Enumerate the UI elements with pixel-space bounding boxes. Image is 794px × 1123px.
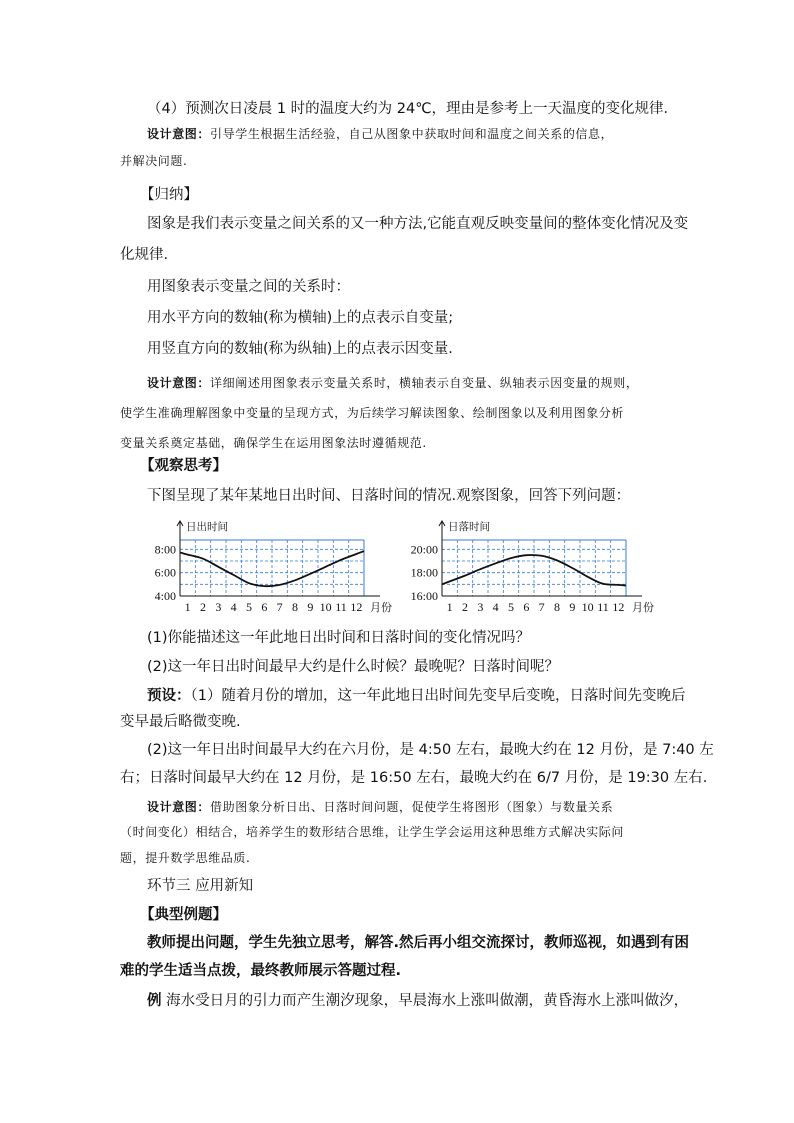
x-tick-label: 3 <box>477 600 484 614</box>
y-tick-label: 6:00 <box>154 565 176 580</box>
question-2: (2)这一年日出时间最早大约是什么时候？最晚呢？日落时间呢？ <box>147 659 560 675</box>
x-tick-label: 12 <box>350 600 363 614</box>
x-tick-label: 7 <box>276 600 283 614</box>
design-intent-3 <box>147 797 613 817</box>
summary-header: 【归纳】 <box>140 187 198 203</box>
example-line <box>147 991 688 1011</box>
summary-para: 图象是我们表示变量之间关系的又一种方法,它能直观反映变量间的整体变化情况及变 <box>147 216 689 232</box>
x-tick-label: 5 <box>508 600 514 614</box>
preset-answer-cont: 变早最后略微变晚. <box>120 714 241 730</box>
design-intent-3-cont2: 题，提升数学思维品质. <box>120 851 251 865</box>
x-axis-label: 月份 <box>632 601 654 614</box>
example-header: 【典型例题】 <box>140 907 227 923</box>
x-tick-label: 8 <box>292 600 298 614</box>
teacher-instruction: 教师提出问题，学生先独立思考，解答.然后再小组交流探讨，教师巡视，如遇到有困 <box>147 935 690 951</box>
y-tick-label: 18:00 <box>410 565 438 580</box>
preset-answer <box>147 686 685 706</box>
x-tick-label: 11 <box>597 600 609 614</box>
design-intent-2-cont: 使学生准确理解图象中变量的呈现方式，为后续学习解读图象、绘制图象以及利用图象分析 <box>120 406 625 420</box>
summary-line-2: 用图象表示变量之间的关系时： <box>147 279 350 295</box>
x-tick-label: 4 <box>230 600 237 614</box>
summary-line-3: 用水平方向的数轴(称为横轴)上的点表示自变量; <box>147 310 454 326</box>
example-text: 海水受日月的引力而产生潮汐现象，早晨海水上涨叫做潮，黄昏海水上涨叫做汐， <box>161 993 689 1009</box>
design-intent-2 <box>147 373 638 393</box>
x-tick-label: 2 <box>200 600 206 614</box>
preset-text: （1）随着月份的增加，这一年此地日出时间先变早后变晚，日落时间先变晚后 <box>190 688 686 704</box>
observe-header: 【观察思考】 <box>140 458 227 474</box>
x-tick-label: 11 <box>335 600 347 614</box>
design-intent-text: 详细阐述用图象表示变量关系时，横轴表示自变量、纵轴表示因变量的规则， <box>210 376 639 390</box>
design-intent-1-cont: 并解决问题. <box>120 154 188 168</box>
x-axis-label: 月份 <box>370 601 392 614</box>
x-tick-label: 7 <box>538 600 545 614</box>
sunrise-chart-svg <box>140 518 390 620</box>
question-1: (1)你能描述这一年此地日出时间和日落时间的变化情况吗？ <box>147 630 531 646</box>
prediction-line: （4）预测次日凌晨 1 时的温度大约为 24℃，理由是参考上一天温度的变化规律． <box>147 101 679 117</box>
preset-tag: 预设： <box>147 688 191 704</box>
design-intent-2-cont2: 变量关系奠定基础，确保学生在运用图象法时遵循规范. <box>120 436 427 450</box>
x-tick-label: 10 <box>581 600 594 614</box>
y-tick-label: 16:00 <box>410 589 438 603</box>
answer-2-cont: 右；日落时间最早大约在 12 月份，是 16:50 左右，最晚大约在 6/7 月份，是 19:30 左右. <box>120 770 708 786</box>
y-tick-label: 20:00 <box>410 542 438 557</box>
chart-title: 日落时间 <box>448 521 490 533</box>
section-title: 环节三 应用新知 <box>147 878 254 894</box>
design-intent-text: 引导学生根据生活经验，自己从图象中获取时间和温度之间关系的信息， <box>210 127 614 141</box>
sunset-chart <box>404 518 664 620</box>
observe-intro: 下图呈现了某年某地日出时间、日落时间的情况.观察图象，回答下列问题： <box>147 488 631 504</box>
design-intent-3-cont: （时间变化）相结合，培养学生的数形结合思维，让学生学会运用这种思维方式解决实际问 <box>120 825 625 839</box>
x-tick-label: 9 <box>569 600 576 614</box>
x-tick-label: 3 <box>215 600 222 614</box>
design-intent-tag: 设计意图： <box>147 800 211 814</box>
design-intent-1 <box>147 124 613 144</box>
chart-title: 日出时间 <box>186 521 228 533</box>
summary-para-cont: 化规律. <box>120 247 169 263</box>
x-tick-label: 12 <box>612 600 625 614</box>
x-tick-label: 2 <box>462 600 468 614</box>
sunrise-chart <box>140 518 390 620</box>
y-tick-label: 4:00 <box>154 589 176 603</box>
y-tick-label: 8:00 <box>154 542 176 557</box>
answer-2: (2)这一年日出时间最早大约在六月份，是 4:50 左右，最晚大约在 12 月份，是 7:40 左 <box>147 742 714 758</box>
teacher-instruction-cont: 难的学生适当点拨，最终教师展示答题过程. <box>120 963 402 979</box>
design-intent-tag: 设计意图： <box>147 127 211 141</box>
sunset-chart-svg <box>404 518 664 620</box>
x-tick-label: 4 <box>492 600 499 614</box>
summary-line-4: 用竖直方向的数轴(称为纵轴)上的点表示因变量. <box>147 341 453 357</box>
x-tick-label: 6 <box>261 600 268 614</box>
x-tick-label: 6 <box>523 600 530 614</box>
example-tag: 例 <box>147 993 162 1009</box>
x-tick-label: 5 <box>246 600 252 614</box>
x-tick-label: 1 <box>446 600 453 614</box>
design-intent-text: 借助图象分析日出、日落时间问题，促使学生将图形（图象）与数量关系 <box>210 800 614 814</box>
x-tick-label: 1 <box>184 600 191 614</box>
x-tick-label: 9 <box>307 600 314 614</box>
x-tick-label: 8 <box>554 600 560 614</box>
design-intent-tag: 设计意图： <box>147 376 211 390</box>
x-tick-label: 10 <box>319 600 332 614</box>
